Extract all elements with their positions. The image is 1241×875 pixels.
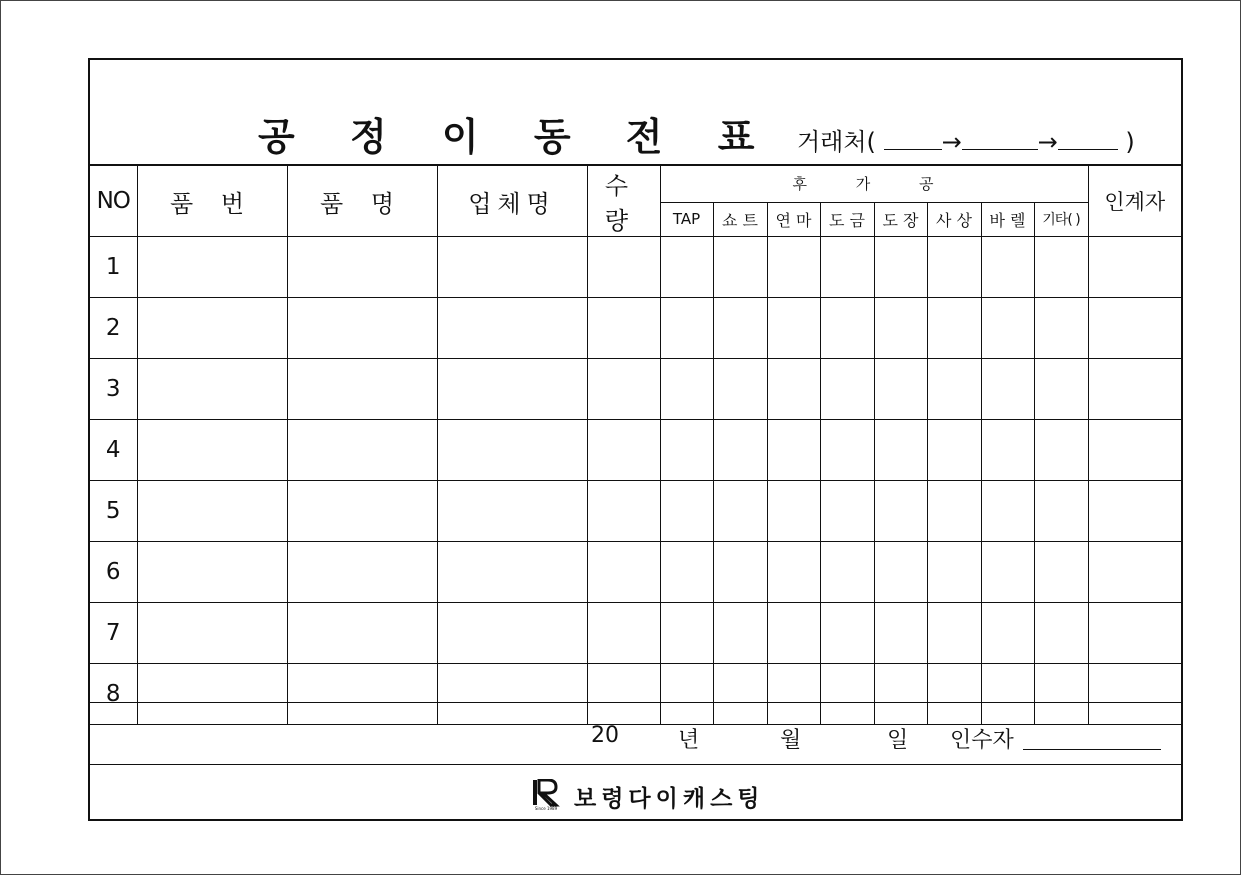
table-cell[interactable] [437,298,587,359]
table-cell[interactable] [660,237,713,298]
company-name: 보령다이캐스팅 [574,786,765,812]
table-cell[interactable] [767,603,820,664]
table-cell[interactable] [587,603,660,664]
table-cell[interactable] [660,420,713,481]
table-cell[interactable] [713,603,767,664]
col-header-part-name: 품 명 [287,165,437,237]
table-cell[interactable] [713,298,767,359]
table-cell[interactable] [437,359,587,420]
table-row [90,603,1181,664]
table-cell[interactable] [1034,420,1088,481]
table-cell[interactable] [660,481,713,542]
col-header-receiver: 인계자 [1088,165,1181,237]
table-cell[interactable] [713,359,767,420]
table-cell[interactable] [874,420,927,481]
table-cell[interactable] [1088,298,1181,359]
table-cell[interactable] [767,542,820,603]
table-cell[interactable] [713,420,767,481]
table-cell[interactable] [137,420,287,481]
table-cell[interactable] [287,359,437,420]
table-cell[interactable] [927,420,981,481]
subheader-finishing: 사 상 [927,202,981,236]
table-cell[interactable] [137,481,287,542]
client-blank-from[interactable] [884,131,942,150]
table-cell[interactable] [287,542,437,603]
table-cell[interactable] [1034,298,1088,359]
table-row [90,420,1181,481]
table-cell[interactable] [981,481,1034,542]
table-cell[interactable] [981,359,1034,420]
col-header-post-process: 후 가 공 [660,165,1088,202]
table-cell[interactable] [1034,359,1088,420]
table-cell[interactable] [767,481,820,542]
client-close: ) [1125,128,1135,156]
subheader-plating: 도 금 [820,202,874,236]
table-cell[interactable] [927,298,981,359]
year-prefix: 20 [591,723,619,748]
col-header-part-no: 품 번 [137,165,287,237]
header-row [90,165,1181,202]
table-cell[interactable] [874,237,927,298]
table-cell[interactable] [287,237,437,298]
table-cell[interactable] [820,237,874,298]
table-row [90,542,1181,603]
table-cell[interactable] [137,603,287,664]
table-cell[interactable] [927,237,981,298]
title-row [90,60,1181,164]
table-cell[interactable] [874,542,927,603]
col-header-quantity: 수 량 [587,165,660,237]
table-row [90,298,1181,359]
table-row [90,237,1181,298]
table-cell[interactable] [767,359,820,420]
row-number: 5 [90,481,137,542]
client-blank-to[interactable] [1058,131,1118,150]
table-cell[interactable] [927,603,981,664]
table-cell[interactable] [927,481,981,542]
table-cell[interactable] [660,542,713,603]
table-cell[interactable] [137,359,287,420]
table-cell[interactable] [1034,481,1088,542]
row-number: 7 [90,603,137,664]
client-label: 거래처( [797,128,876,156]
subheader-shot: 쇼 트 [713,202,767,236]
subheader-barrel: 바 렐 [981,202,1034,236]
subheader-tap: TAP [660,202,713,236]
table-cell[interactable] [287,420,437,481]
table-cell[interactable] [1088,481,1181,542]
row-number: 1 [90,237,137,298]
table-cell[interactable] [927,542,981,603]
table-cell[interactable] [437,420,587,481]
table-cell[interactable] [1088,420,1181,481]
transfer-table [90,164,1181,725]
table-cell[interactable] [767,420,820,481]
table-cell[interactable] [287,298,437,359]
table-cell[interactable] [437,603,587,664]
table-cell[interactable] [587,237,660,298]
table-cell[interactable] [713,237,767,298]
company-logo [531,779,561,811]
year-label: 년 [678,728,700,753]
table-cell[interactable] [587,481,660,542]
form-title: 공 정 이 동 전 표 [258,115,776,159]
arrow-icon: → [941,128,962,156]
table-cell[interactable] [587,542,660,603]
process-transfer-form [88,58,1183,821]
row-number: 3 [90,359,137,420]
recipient-label: 인수자 [950,728,1014,753]
table-cell[interactable] [874,603,927,664]
client-field [797,122,1135,157]
table-cell[interactable] [820,420,874,481]
date-row [90,702,1181,764]
logo-since-text: Since 1989 [534,806,558,811]
table-cell[interactable] [874,359,927,420]
row-number: 2 [90,298,137,359]
client-blank-via[interactable] [962,131,1038,150]
table-cell[interactable] [713,542,767,603]
col-header-vendor: 업체명 [437,165,587,237]
month-label: 월 [780,728,802,753]
table-row [90,481,1181,542]
subheader-other: 기타( ) [1034,202,1088,236]
table-cell[interactable] [287,481,437,542]
table-cell[interactable] [981,298,1034,359]
recipient-signature-line[interactable] [1023,749,1161,750]
table-cell[interactable] [981,542,1034,603]
table-cell[interactable] [137,298,287,359]
table-cell[interactable] [820,359,874,420]
table-cell[interactable] [981,237,1034,298]
table-cell[interactable] [660,298,713,359]
table-cell[interactable] [767,237,820,298]
subheader-painting: 도 장 [874,202,927,236]
table-cell[interactable] [1034,603,1088,664]
table-cell[interactable] [1088,237,1181,298]
table-cell[interactable] [287,603,437,664]
table-cell[interactable] [981,420,1034,481]
table-cell[interactable] [587,298,660,359]
table-cell[interactable] [660,359,713,420]
table-cell[interactable] [1034,542,1088,603]
subheader-polish: 연 마 [767,202,820,236]
table-cell[interactable] [1088,542,1181,603]
table-cell[interactable] [820,481,874,542]
table-cell[interactable] [981,603,1034,664]
table-cell[interactable] [437,542,587,603]
table-cell[interactable] [713,481,767,542]
table-cell[interactable] [587,359,660,420]
table-cell[interactable] [437,481,587,542]
table-cell[interactable] [587,420,660,481]
table-cell[interactable] [820,603,874,664]
table-cell[interactable] [874,298,927,359]
day-label: 일 [887,728,909,753]
table-cell[interactable] [1088,359,1181,420]
row-number: 6 [90,542,137,603]
table-cell[interactable] [137,542,287,603]
table-cell[interactable] [874,481,927,542]
arrow-icon: → [1037,128,1058,156]
table-row [90,359,1181,420]
table-cell[interactable] [137,237,287,298]
table-cell[interactable] [660,603,713,664]
table-cell[interactable] [820,298,874,359]
table-cell[interactable] [437,237,587,298]
col-header-no: NO [90,165,137,237]
table-cell[interactable] [1088,603,1181,664]
table-cell[interactable] [820,542,874,603]
footer [90,764,1181,821]
row-number: 8 [90,664,137,725]
row-number: 4 [90,420,137,481]
table-cell[interactable] [927,359,981,420]
table-cell[interactable] [767,298,820,359]
table-cell[interactable] [1034,237,1088,298]
